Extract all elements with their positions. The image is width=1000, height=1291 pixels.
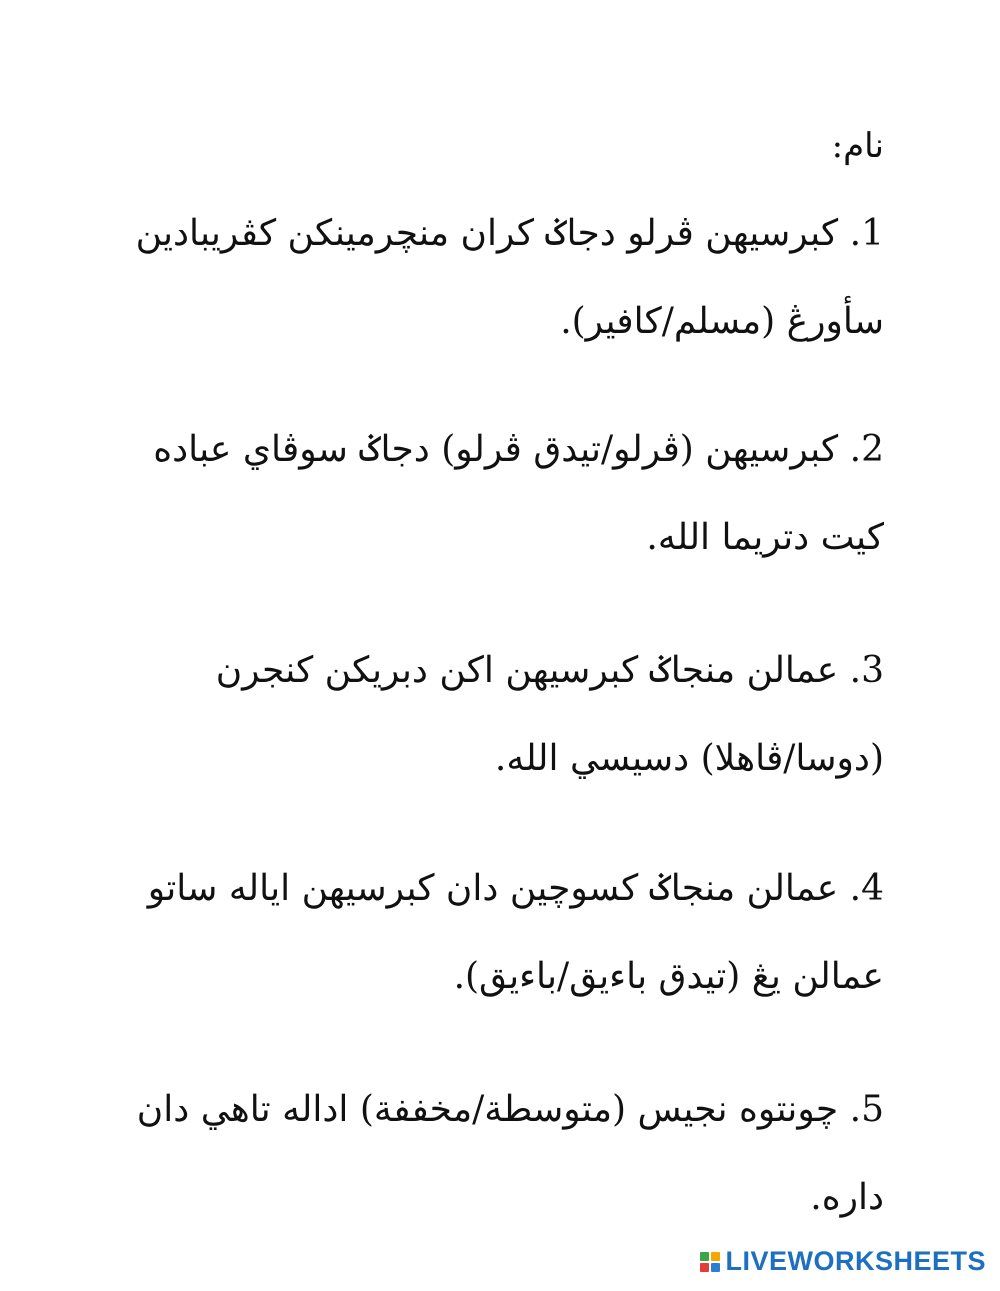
question-4 [124,845,884,1021]
question-text: كبرسيهن ڤرلو دجاݢ كران منچرمينكن كڤريبادين سأورڠ (مسلم/كافير). [135,213,884,342]
question-2 [124,406,884,582]
question-number: 5. [849,1089,884,1130]
question-text: كبرسيهن (ڤرلو/تيدق ڤرلو) دجاݢ سوڤاي عباده كيت دتريما الله. [153,429,884,558]
question-text: عمالن منجاݢ كبرسيهن اكن دبريكن كنجرن (دوسا/ڤاهلا) دسيسي الله. [215,650,884,779]
name-label: نام: [831,126,884,166]
question-1 [124,190,884,366]
question-number: 2. [849,429,884,470]
question-number: 1. [849,213,884,254]
liveworksheets-logo [700,1246,986,1277]
question-number: 3. [849,650,884,691]
question-number: 4. [849,868,884,909]
question-text: عمالن منجاݢ كسوچين دان كبرسيهن اياله ساتو عمالن يڠ (تيدق باءيق/باءيق). [147,868,884,997]
question-3 [124,627,884,803]
question-5 [124,1066,884,1242]
question-text: چونتوه نجيس (متوسطة/مخففة) اداله تاهي دان داره. [136,1089,884,1218]
liveworksheets-logo-icon [700,1252,720,1272]
logo-text: LIVEWORKSHEETS [725,1246,986,1276]
